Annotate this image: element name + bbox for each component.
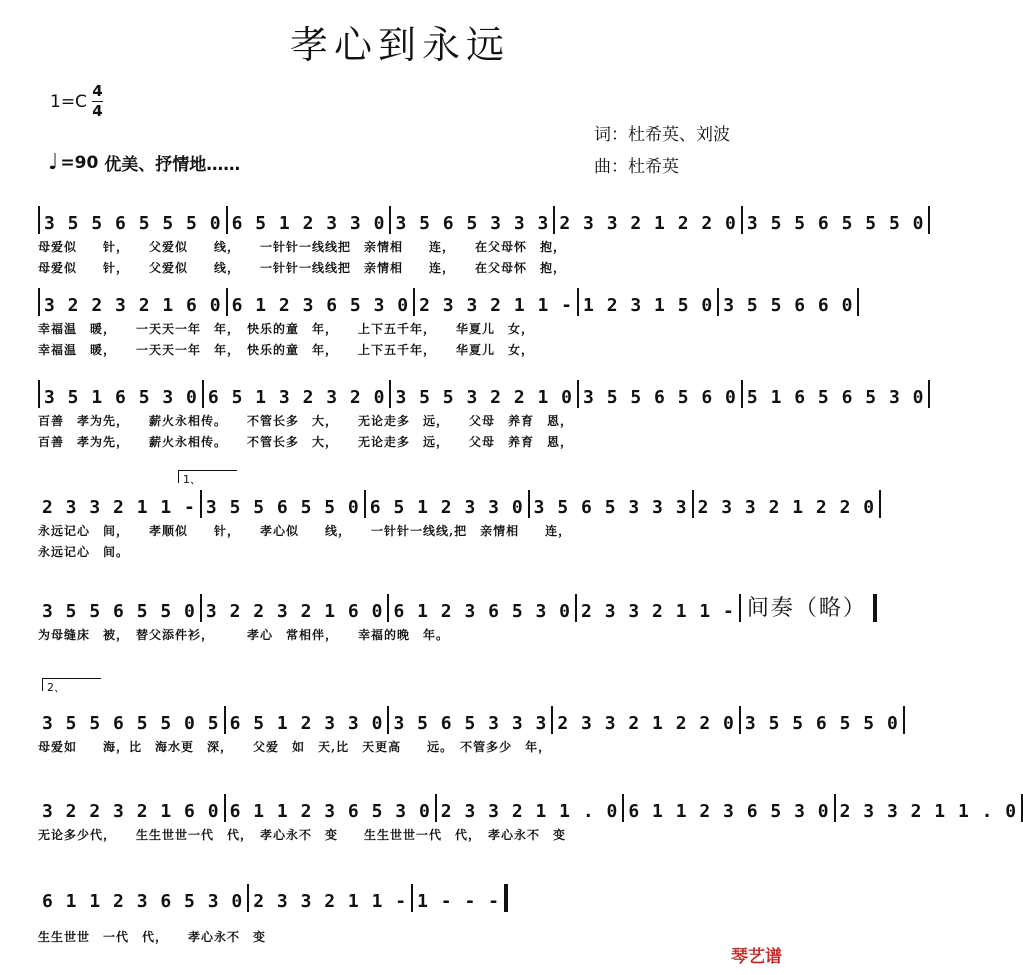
notation-line: [38, 884, 500, 912]
measure: 2 3 3 2 1 2 2 0: [559, 213, 737, 234]
lyric-line-2: 母爱似 针， 父爱似 线， 一针针一线线把 亲情相 连， 在父母怀 抱，: [38, 261, 567, 275]
lyric-line-2: 永远记心 间。: [38, 545, 130, 559]
measure: 3 5 5 6 5 5 0 5: [42, 713, 220, 734]
measure: 3 5 5 6 5 5 0: [205, 497, 360, 518]
measure: 3 5 5 6 5 6 0: [583, 387, 737, 408]
notation-line: [38, 490, 876, 518]
barline: [903, 706, 905, 734]
measure: 1 2 3 1 5 0: [583, 295, 714, 316]
lyric-line-1: 为母缝床 被， 替父添件衫， 孝心 常相伴， 幸福的晚 年。: [38, 628, 450, 642]
barline: [928, 380, 930, 408]
notation-line: [38, 794, 1018, 822]
site-watermark: 琴艺谱: [731, 947, 782, 967]
lyric-line-1: 母爱似 针， 父爱似 线， 一针针一线线把 亲情相 连， 在父母怀 抱，: [38, 240, 567, 254]
lyricist-credit: 词：杜希英、刘波: [594, 125, 730, 145]
expression-text: 优美、抒情地……: [104, 155, 241, 175]
lyric-line-1: 生生世世 一代 代， 孝心永不 变: [38, 930, 267, 944]
measure: 3 5 5 6 5 5 0: [744, 713, 899, 734]
measure: 2 3 3 2 1 1 . 0: [440, 801, 619, 822]
measure: 6 5 1 2 3 3 0: [369, 497, 524, 518]
measure: 6 1 2 3 6 5 3 0: [231, 295, 410, 316]
measure: 3 2 2 3 2 1 6 0: [205, 601, 384, 622]
lyric-line-1: 无论多少代， 生生世世一代 代， 孝心永不 变 生生世世一代 代， 孝心永不 变: [38, 828, 567, 842]
volta-1-bracket: 1、: [178, 470, 237, 483]
measure: 5 1 6 5 6 5 3 0: [746, 387, 925, 408]
measure: 6 1 1 2 3 6 5 3 0: [42, 891, 244, 912]
time-sig-top: 4: [92, 82, 103, 100]
quarter-note-icon: ♩: [48, 150, 59, 175]
measure: 2 3 3 2 1 2 2 0: [697, 497, 876, 518]
score-system-7: [38, 794, 1018, 843]
measure: 3 5 5 3 2 2 1 0: [395, 387, 574, 408]
final-barline: [504, 884, 508, 912]
score-system-5: [38, 594, 867, 643]
tempo-marking: [48, 150, 240, 175]
measure: 3 2 2 3 2 1 6 0: [44, 295, 222, 316]
lyric-line-1: 永远记心 间， 孝顺似 针， 孝心似 线， 一针针一线线,把 亲情相 连，: [38, 524, 572, 538]
score-system-1: [38, 206, 925, 276]
lyric-line-1: 幸福温 暖， 一天天一年 年， 快乐的童 年， 上下五千年， 华夏儿 女，: [38, 322, 535, 336]
measure: 2 3 3 2 1 1 -: [42, 497, 196, 518]
volta-2-bracket: 2、: [42, 678, 101, 691]
score-system-6: [38, 706, 899, 755]
lyric-line-1: 百善 孝为先， 薪火永相传。 不管长多 大， 无论走多 远， 父母 养育 恩，: [38, 414, 574, 428]
score-system-3: [38, 380, 925, 450]
measure: 6 1 2 3 6 5 3 0: [393, 601, 572, 622]
measure: 6 5 1 2 3 3 0: [229, 713, 384, 734]
notation-line: [38, 288, 854, 316]
notation-line: [38, 206, 925, 234]
lyric-line-2: 百善 孝为先， 薪火永相传。 不管长多 大， 无论走多 远， 父母 养育 恩，: [38, 435, 574, 449]
time-sig-bottom: 4: [92, 102, 103, 120]
score-system-4: [38, 490, 876, 560]
measure: 3 5 5 6 5 5 0: [42, 601, 196, 622]
measure: 1 - - -: [417, 891, 500, 912]
barline: [857, 288, 859, 316]
time-signature: [92, 84, 103, 119]
barline: [928, 206, 930, 234]
measure: 2 3 3 2 1 1 -: [419, 295, 574, 316]
measure: 6 1 1 2 3 6 5 3 0: [628, 801, 830, 822]
score-system-2: [38, 288, 854, 358]
measure: 3 5 1 6 5 3 0: [44, 387, 198, 408]
measure: 3 5 6 5 3 3 3: [533, 497, 688, 518]
measure: 6 5 1 3 2 3 2 0: [207, 387, 386, 408]
lyric-line-1: 母爱如 海，比 海水更 深， 父爱 如 天,比 天更高 远。 不管多少 年，: [38, 740, 552, 754]
measure: 2 3 3 2 1 2 2 0: [557, 713, 735, 734]
lyric-line-2: 幸福温 暖， 一天天一年 年， 快乐的童 年， 上下五千年， 华夏儿 女，: [38, 343, 535, 357]
barline: [879, 490, 881, 518]
measure: 2 3 3 2 1 1 -: [253, 891, 408, 912]
measure: 2 3 3 2 1 1 . 0: [839, 801, 1018, 822]
composer-credit: 曲：杜希英: [594, 157, 679, 177]
measure: 3 5 5 6 5 5 5 0: [746, 213, 925, 234]
measure: 3 5 5 6 5 5 5 0: [44, 213, 222, 234]
measure: 6 5 1 2 3 3 0: [231, 213, 386, 234]
tempo-value: =90: [60, 152, 99, 173]
measure: 6 1 1 2 3 6 5 3 0: [229, 801, 431, 822]
notation-line: [38, 594, 867, 622]
notation-line: [38, 706, 899, 734]
song-title: 孝心到永远: [289, 23, 510, 67]
score-system-8: [38, 884, 500, 945]
measure: 3 2 2 3 2 1 6 0: [42, 801, 220, 822]
measure: 3 5 6 5 3 3 3: [395, 213, 550, 234]
measure: 3 5 6 5 3 3 3: [393, 713, 548, 734]
measure: 3 5 5 6 6 0: [723, 295, 854, 316]
key-signature: 1=C: [50, 92, 87, 112]
repeat-barline: [873, 594, 877, 622]
measure: 2 3 3 2 1 1 -: [581, 601, 735, 622]
interlude-marking: 间奏（略）: [746, 595, 867, 620]
notation-line: [38, 380, 925, 408]
